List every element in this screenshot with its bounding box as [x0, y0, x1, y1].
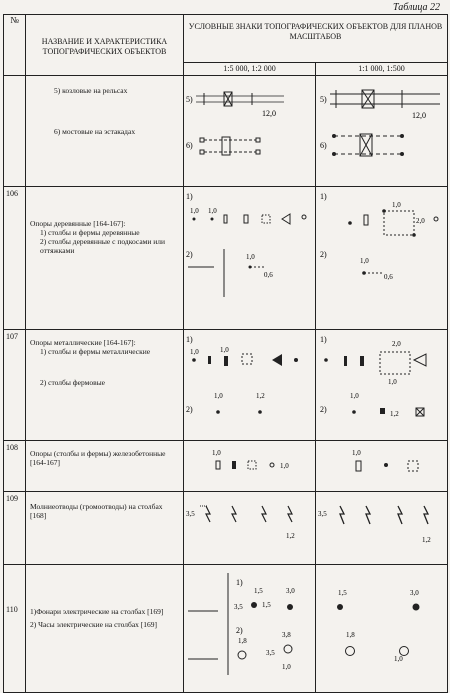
row-name-cranes	[26, 76, 184, 187]
label-12-e: 1,2	[286, 532, 295, 540]
row-number-109: 109	[4, 492, 26, 565]
table-caption: Таблица 22	[393, 2, 440, 13]
symbol-cell-106-small	[184, 187, 316, 330]
label-10-h: 1,0	[214, 392, 223, 400]
item-metal-2: 2) столбы фермовые	[40, 378, 105, 387]
label-38-a: 3,8	[282, 631, 291, 639]
header-name: НАЗВАНИЕ И ХАРАКТЕРИСТИКА ТОПОГРАФИЧЕСКИХ ОБЪЕКТОВ	[26, 15, 184, 76]
metal-symbols-large	[316, 330, 448, 440]
label-30-a: 3,0	[286, 587, 295, 595]
label-15-a: 1,5	[254, 587, 263, 595]
label-1: 1)	[186, 192, 193, 201]
label-06-a: 0,6	[264, 271, 273, 279]
wooden-symbols-small	[184, 187, 316, 329]
concrete-symbols-small	[184, 441, 316, 491]
label-35-d: 3,5	[266, 649, 275, 657]
label-5: 5)	[186, 95, 193, 104]
lamp-symbols-large	[316, 565, 448, 675]
row-number-107: 107	[4, 330, 26, 441]
label-5b: 5)	[320, 95, 327, 104]
label-06-b: 0,6	[384, 273, 393, 281]
label-20-a: 2,0	[416, 217, 425, 225]
row-number-106: 106	[4, 187, 26, 330]
row-name-106	[26, 187, 184, 330]
header-symbols: УСЛОВНЫЕ ЗНАКИ ТОПОГРАФИЧЕСКИХ ОБЪЕКТОВ ДЛЯ ПЛАНОВ МАСШТАБОВ	[184, 15, 448, 63]
metal-symbols-small	[184, 330, 316, 440]
symbol-cell-108-small	[184, 441, 316, 492]
label-12-b: 12,0	[412, 111, 426, 120]
symbol-cell-109-small	[184, 492, 316, 565]
symbol-cell-108-large	[316, 441, 448, 492]
row-name-107	[26, 330, 184, 441]
label-12-f: 1,2	[422, 536, 431, 544]
item-lightning: Молниеотводы (громоотводы) на столбах [168]	[30, 502, 163, 520]
symbol-cell-109-large	[316, 492, 448, 565]
item-wooden-title: Опоры деревянные [164-167]:	[30, 219, 126, 228]
label-12-c: 1,2	[256, 392, 265, 400]
symbol-cell-106-large	[316, 187, 448, 330]
label-10-i: 1,0	[388, 378, 397, 386]
symbol-cell-107-small	[184, 330, 316, 441]
header-number: №	[4, 15, 26, 76]
label-10-n: 1,0	[282, 663, 291, 671]
item-bridge: 6) мостовые на эстакадах	[54, 127, 136, 136]
label-35-c: 3,5	[234, 603, 243, 611]
header-scale-small: 1:5 000, 1:2 000	[184, 63, 316, 76]
symbol-cell-110-small	[184, 565, 316, 693]
label-2b: 2)	[320, 250, 327, 259]
label-18-b: 1,8	[346, 631, 355, 639]
row-number-108: 108	[4, 441, 26, 492]
label-10-f: 1,0	[190, 348, 199, 356]
label-10-c: 1,0	[246, 253, 255, 261]
label-10-a: 1,0	[190, 207, 199, 215]
symbol-cell-cranes-large	[316, 76, 448, 187]
label-10-k: 1,0	[212, 449, 221, 457]
item-clocks: 2) Часы электрические на столбах [169]	[30, 620, 158, 629]
label-12-d: 1,2	[390, 410, 399, 418]
item-lamps: 1)Фонари электрические на столбах [169]	[30, 607, 164, 616]
lightning-symbols-large	[316, 492, 448, 564]
label-10-m: 1,0	[352, 449, 361, 457]
item-wooden-2: 2) столбы деревянные с подкосами или оттяжками	[40, 237, 166, 255]
row-name-110	[26, 565, 184, 693]
label-6: 6)	[186, 141, 193, 150]
label-2c: 2)	[186, 405, 193, 414]
label-10-j: 1,0	[350, 392, 359, 400]
label-10-d: 1,0	[392, 201, 401, 209]
row-name-109	[26, 492, 184, 565]
label-2e: 2)	[236, 626, 243, 635]
label-20-b: 2,0	[392, 340, 401, 348]
label-10-l: 1,0	[280, 462, 289, 470]
crane-symbols-large	[316, 76, 448, 186]
lightning-symbols-small	[184, 492, 316, 564]
label-1e: 1)	[236, 578, 243, 587]
label-10-e: 1,0	[360, 257, 369, 265]
symbol-cell-107-large	[316, 330, 448, 441]
label-18-a: 1,8	[238, 637, 247, 645]
concrete-symbols-large	[316, 441, 448, 491]
wooden-symbols-large	[316, 187, 448, 329]
label-15-c: 1,5	[338, 589, 347, 597]
item-metal-1: 1) столбы и фермы металлические	[40, 347, 151, 356]
label-1b: 1)	[320, 192, 327, 201]
label-10-o: 1,0	[394, 655, 403, 663]
label-1c: 1)	[186, 335, 193, 344]
label-2: 2)	[186, 250, 193, 259]
symbols-table	[3, 14, 448, 693]
item-concrete: Опоры (столбы и фермы) железобетонные [164-167]	[30, 449, 166, 467]
item-wooden-1: 1) столбы и фермы деревянные	[40, 228, 140, 237]
row-name-108	[26, 441, 184, 492]
label-30-b: 3,0	[410, 589, 419, 597]
symbol-cell-110-large	[316, 565, 448, 693]
label-12-a: 12,0	[262, 109, 276, 118]
row-number	[4, 76, 26, 187]
row-number-110: 110	[4, 565, 26, 693]
label-15-b: 1,5	[262, 601, 271, 609]
label-2d: 2)	[320, 405, 327, 414]
symbol-cell-cranes-small	[184, 76, 316, 187]
header-scale-large: 1:1 000, 1:500	[316, 63, 448, 76]
label-35-b: 3,5	[318, 510, 327, 518]
item-gantry: 5) козловые на рельсах	[54, 86, 128, 95]
lamp-symbols-small	[184, 565, 316, 675]
label-10-g: 1,0	[220, 346, 229, 354]
label-35-a: 3,5	[186, 510, 195, 518]
crane-symbols-small	[184, 76, 316, 186]
label-6b: 6)	[320, 141, 327, 150]
item-metal-title: Опоры металлические [164-167]:	[30, 338, 136, 347]
label-1d: 1)	[320, 335, 327, 344]
label-10-b: 1,0	[208, 207, 217, 215]
